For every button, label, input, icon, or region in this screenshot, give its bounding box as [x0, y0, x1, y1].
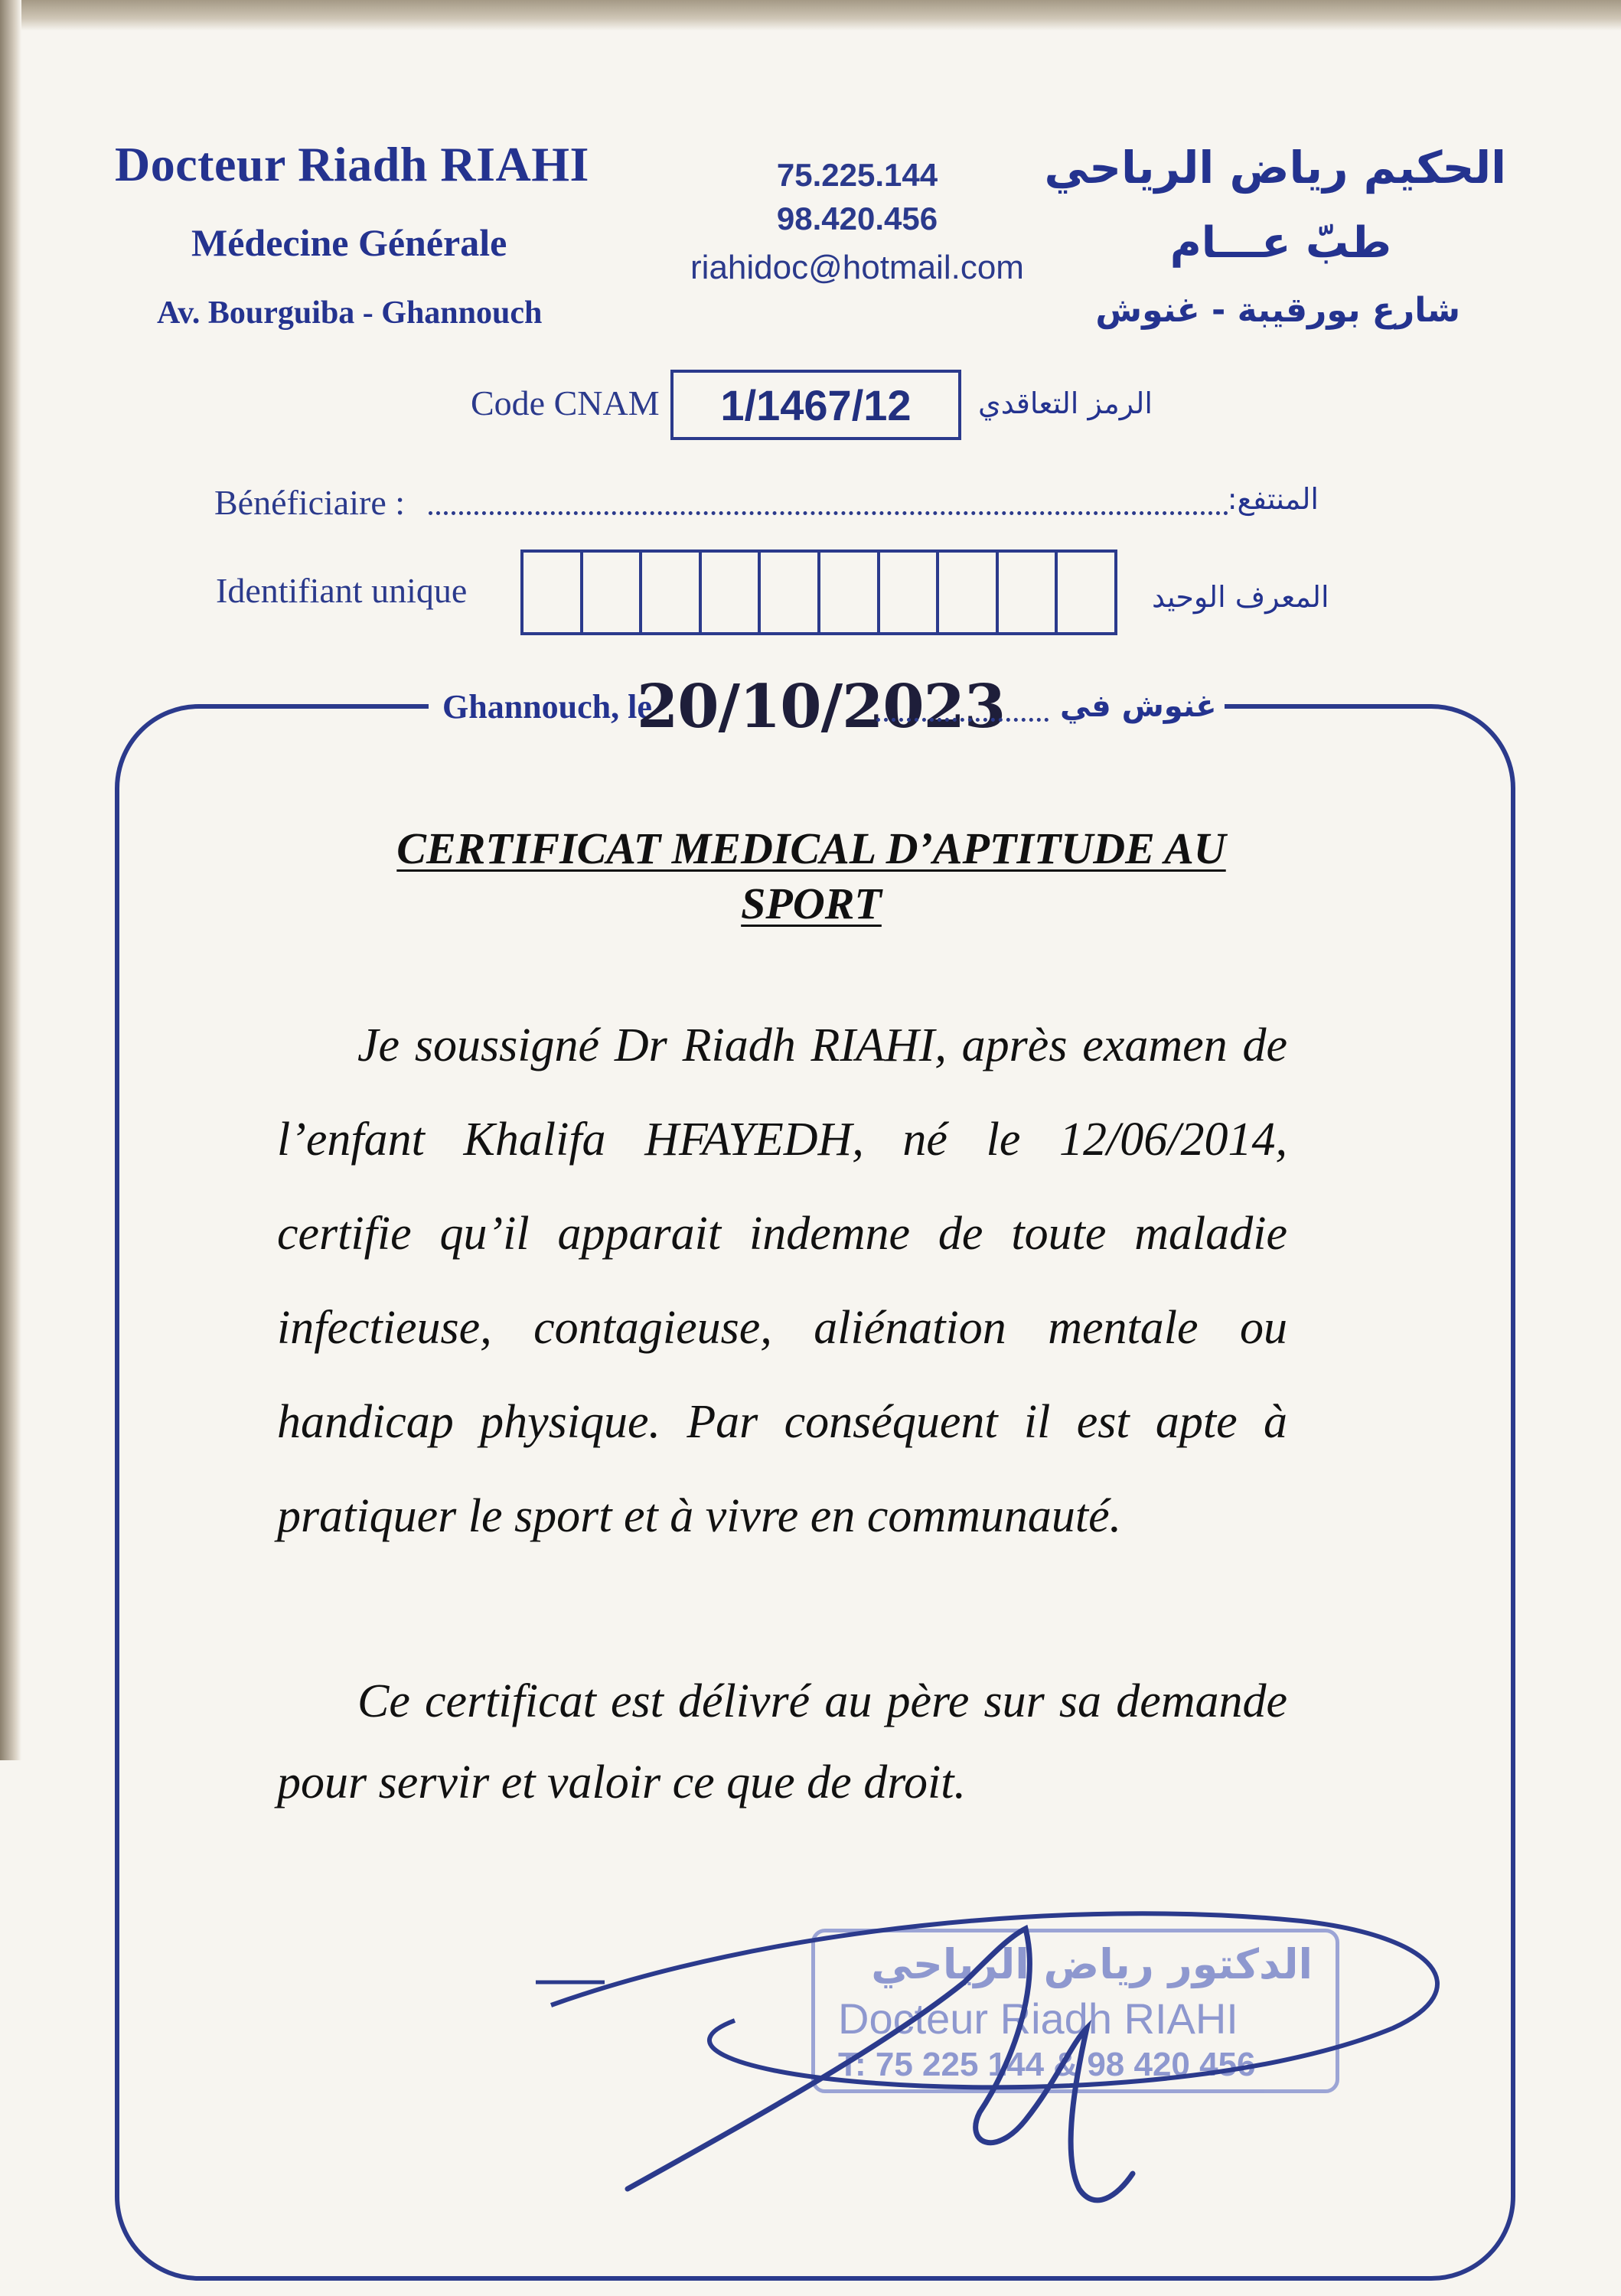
date-value: 20/10/2023 [637, 672, 1006, 742]
identifier-cell[interactable] [583, 553, 643, 632]
date-dots [876, 718, 1049, 722]
certificate-paragraph-1: Je soussigné Dr Riadh RIAHI, après examen de l’enfant Khalifa HFAYEDH, né le 12/06/2014, certifie qu’il apparait indemne de toute maladie infectieuse, contagieuse, aliénation mentale ou handicap physique. Par conséquent il est apte à pratiquer le sport et à vivre en communauté. [277, 1019, 1287, 1542]
specialty-ar: طبّ عـــام [1169, 218, 1391, 268]
identifier-cell[interactable] [761, 553, 820, 632]
identifier-cell[interactable] [642, 553, 702, 632]
phone-1: 75.225.144 [776, 157, 938, 193]
certificate-title-line-2: SPORT [741, 879, 882, 928]
identifier-cell[interactable] [523, 553, 583, 632]
identifier-cell[interactable] [880, 553, 940, 632]
address-ar: شارع بورقيبة - غنوش [1095, 291, 1460, 330]
identifier-cell[interactable] [939, 553, 999, 632]
phone-2: 98.420.456 [776, 201, 938, 236]
photo-edge-left [0, 0, 21, 1760]
stamp-line-fr: Docteur Riadh RIAHI [838, 1994, 1238, 2043]
stamp-line-tel: T: 75 225 144 & 98 420 456 [838, 2046, 1256, 2083]
beneficiary-label: Bénéficiaire : [214, 483, 406, 522]
identifier-cell[interactable] [702, 553, 762, 632]
certificate-paragraph-2: Ce certificat est délivré au père sur sa demande pour servir et valoir ce que de droit. [277, 1675, 1287, 1808]
place-label-ar: غنوش في [1060, 689, 1217, 724]
identifier-label: Identifiant unique [216, 571, 468, 610]
stamp-line-ar: الدكتور رياض الرياحي [871, 1940, 1313, 1988]
identifier-cell[interactable] [820, 553, 880, 632]
doctor-name-ar: الحكيم رياض الرياحي [1044, 142, 1506, 194]
certificate-title-line-1: CERTIFICAT MEDICAL D’APTITUDE AU [396, 823, 1226, 873]
beneficiary-field[interactable] [429, 511, 1228, 515]
code-cnam-label: Code CNAM [471, 383, 660, 422]
handwritten-signature [536, 1867, 1492, 2250]
identifier-cell[interactable] [1058, 553, 1114, 632]
photo-edge-top [0, 0, 1621, 31]
identifier-cell[interactable] [999, 553, 1058, 632]
beneficiary-label-ar: المنتفع: [1227, 482, 1319, 516]
identifier-label-ar: المعرف الوحيد [1152, 580, 1329, 614]
code-cnam-value: 1/1467/12 [720, 380, 912, 429]
specialty: Médecine Générale [191, 221, 507, 264]
address: Av. Bourguiba - Ghannouch [157, 295, 543, 331]
code-cnam-box [670, 370, 961, 440]
doctor-name: Docteur Riadh RIAHI [115, 137, 589, 191]
identifier-grid[interactable] [520, 550, 1117, 635]
code-cnam-label-ar: الرمز التعاقدي [978, 386, 1153, 420]
place-label: Ghannouch, le [442, 688, 652, 726]
email: riahidoc@hotmail.com [690, 249, 1024, 286]
